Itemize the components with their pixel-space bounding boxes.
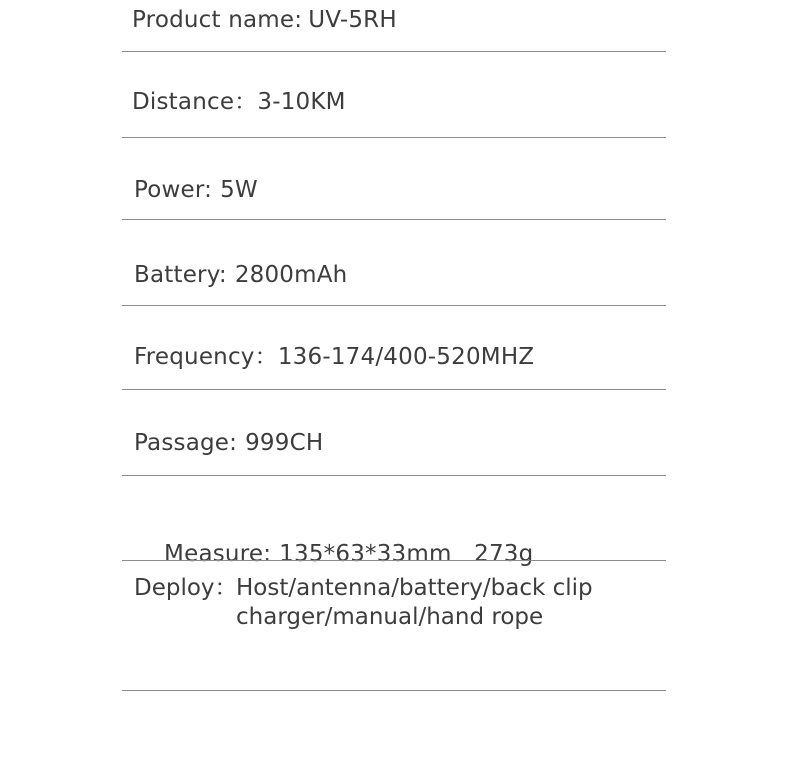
spec-label: Measure: <box>164 541 272 567</box>
spec-value: 135*63*33mm 273g <box>279 541 534 567</box>
divider <box>122 305 666 306</box>
spec-value-deploy <box>236 574 593 632</box>
spec-row-distance <box>132 88 346 117</box>
spec-label: Frequency： <box>134 344 278 370</box>
spec-value: UV-5RH <box>308 7 397 33</box>
spec-row-battery <box>134 261 347 290</box>
divider <box>122 389 666 390</box>
spec-label: Distance： <box>132 89 258 115</box>
divider <box>122 137 666 138</box>
spec-value: 5W <box>220 177 258 203</box>
spec-row-power <box>134 176 258 205</box>
spec-label: Product name: <box>132 7 303 33</box>
deploy-line-1: Host/antenna/battery/back clip <box>236 575 593 601</box>
divider <box>122 690 666 691</box>
spec-label: Power: <box>134 177 213 203</box>
divider <box>122 219 666 220</box>
spec-value: 136-174/400-520MHZ <box>277 344 535 370</box>
divider <box>122 560 666 561</box>
spec-row-product-name <box>132 6 397 35</box>
divider <box>122 51 666 52</box>
spec-value: 3-10KM <box>257 89 346 115</box>
spec-row-frequency <box>134 343 534 372</box>
deploy-line-2: charger/manual/hand rope <box>236 604 544 630</box>
spec-label: Passage: <box>134 430 238 456</box>
spec-label: Battery: <box>134 262 227 288</box>
spec-label-deploy: Deploy： <box>134 575 238 601</box>
spec-row-passage <box>134 429 323 458</box>
spec-value: 999CH <box>245 430 324 456</box>
spec-value: 2800mAh <box>234 262 348 288</box>
divider <box>122 475 666 476</box>
